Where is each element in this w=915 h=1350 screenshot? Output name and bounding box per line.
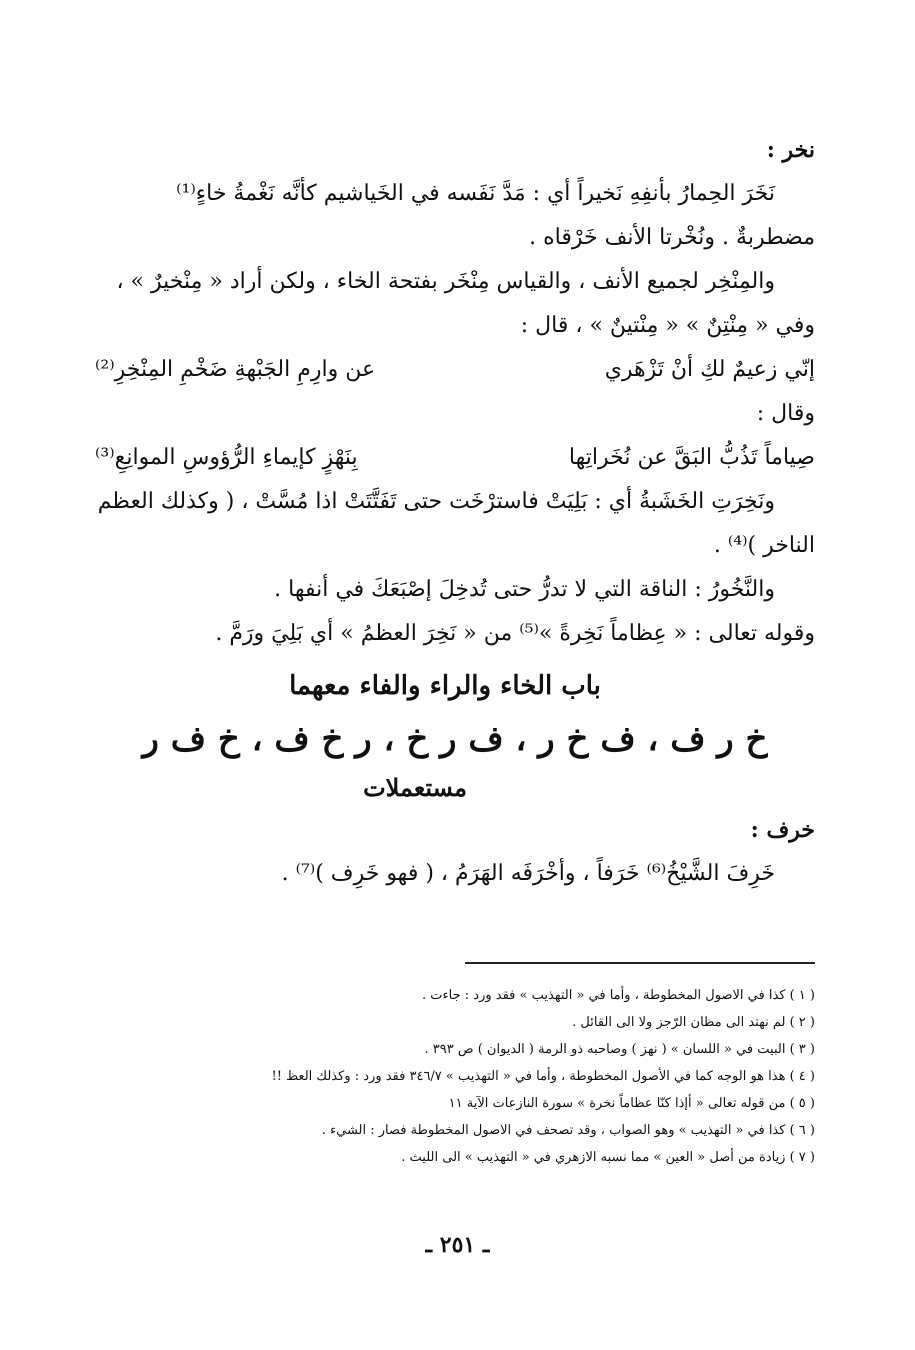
footnote: ( ٧ ) زيادة من أصل « العين » مما نسبه الازهري في « التهذيب » الى الليث . (401, 1150, 815, 1165)
footnote-divider (465, 962, 815, 964)
chapter-subtitle: مستعملات (363, 773, 467, 802)
footnote: ( ١ ) كذا في الاصول المخطوطة ، وأما في « التهذيب » فقد ورد : جاءت . (422, 988, 815, 1003)
text-line: والمِنْخِر لجميع الأنف ، والقياس مِنْخَر بفتحة الخاء ، ولكن أراد « مِنْخيرٌ » ، (116, 269, 775, 294)
chapter-letters: خ ر ف ، ف خ ر ، ف ر خ ، ر خ ف ، خ ف ر (142, 719, 768, 759)
verse-hemistich-left: بِنَهْزٍ كإيماءِ الرُّؤوسِ الموانِعِ⁽³⁾ (95, 445, 358, 470)
footnote: ( ٤ ) هذا هو الوجه كما في الأصول المخطوطة ، وأما في « التهذيب » ٣٤٦/٧ فقد ورد : وكذلك العظ !! (271, 1069, 815, 1084)
verse-hemistich-right: إنّي زعيمٌ لكِ أنْ تَزْهَري (604, 357, 815, 382)
text-line: نَخَرَ الحِمارُ بأنفِهِ نَخيراً أي : مَدَّ نَفَسه في الخَياشيم كأنَّه نَغْمةُ خاءٍ⁽¹⁾ (176, 181, 775, 206)
text-line: والنَّخُورُ : الناقة التي لا تدرُّ حتى تُدخِلَ إصْبَعَكَ في أنفها . (274, 577, 775, 602)
text-line: وقوله تعالى : « عِظاماً نَخِرةً »⁽⁵⁾ من « نَخِرَ العظمُ » أي بَلِيَ ورَمَّ . (215, 621, 815, 646)
footnote: ( ٦ ) كذا في « التهذيب » وهو الصواب ، وقد تصحف في الاصول المخطوطة فصار : الشيء . (321, 1123, 815, 1138)
main-text (95, 128, 815, 896)
entry-heading-kharaf: خرف : (750, 817, 815, 843)
entry-heading-nakhr: نخر : (766, 137, 815, 163)
page-number: ـ ٢٥١ ـ (425, 1232, 490, 1258)
verse-hemistich-right: صِياماً تَذُبُّ البَقَّ عن نُخَراتِها (568, 445, 815, 470)
text-line: الناخر )⁽⁴⁾ . (713, 533, 815, 558)
text-line: مضطربةٌ . ونُخْرتا الأنف خَرْقاه . (529, 225, 815, 250)
text-line: خَرِفَ الشَّيْخُ⁽⁶⁾ خَرَفاً ، وأخْرَفَه الهَرَمُ ، ( فهو خَرِف )⁽⁷⁾ . (281, 861, 775, 886)
verse-line-1 (95, 348, 815, 392)
text-line: ونَخِرَتِ الخَشَبةُ أي : بَلِيَتْ فاسترْخَت حتى تَفَتَّتَتْ اذا مُسَّتْ ، ( وكذلك العظم (97, 489, 775, 514)
text-line: وقال : (756, 401, 815, 426)
footnotes (180, 982, 815, 1171)
footnote: ( ٢ ) لم نهتد الى مظان الرّجز ولا الى القائل . (572, 1015, 815, 1030)
chapter-title: باب الخاء والراء والفاء معهما (289, 671, 601, 701)
verse-line-2 (95, 436, 815, 480)
footnote: ( ٣ ) البيت في « اللسان » ( نهز ) وصاحبه ذو الرمة ( الديوان ) ص ٣٩٣ . (424, 1042, 815, 1057)
text-line: وفي « مِنْتِنٌ » « مِنْتينٌ » ، قال : (520, 313, 815, 338)
verse-hemistich-left: عن وارِمِ الجَبْهةِ ضَخْمِ المِنْخِرِ⁽²⁾ (95, 357, 376, 382)
footnote: ( ٥ ) من قوله تعالى « أإذا كنّا عظاماً نخرة » سورة النازعات الآية ١١ (448, 1096, 815, 1111)
